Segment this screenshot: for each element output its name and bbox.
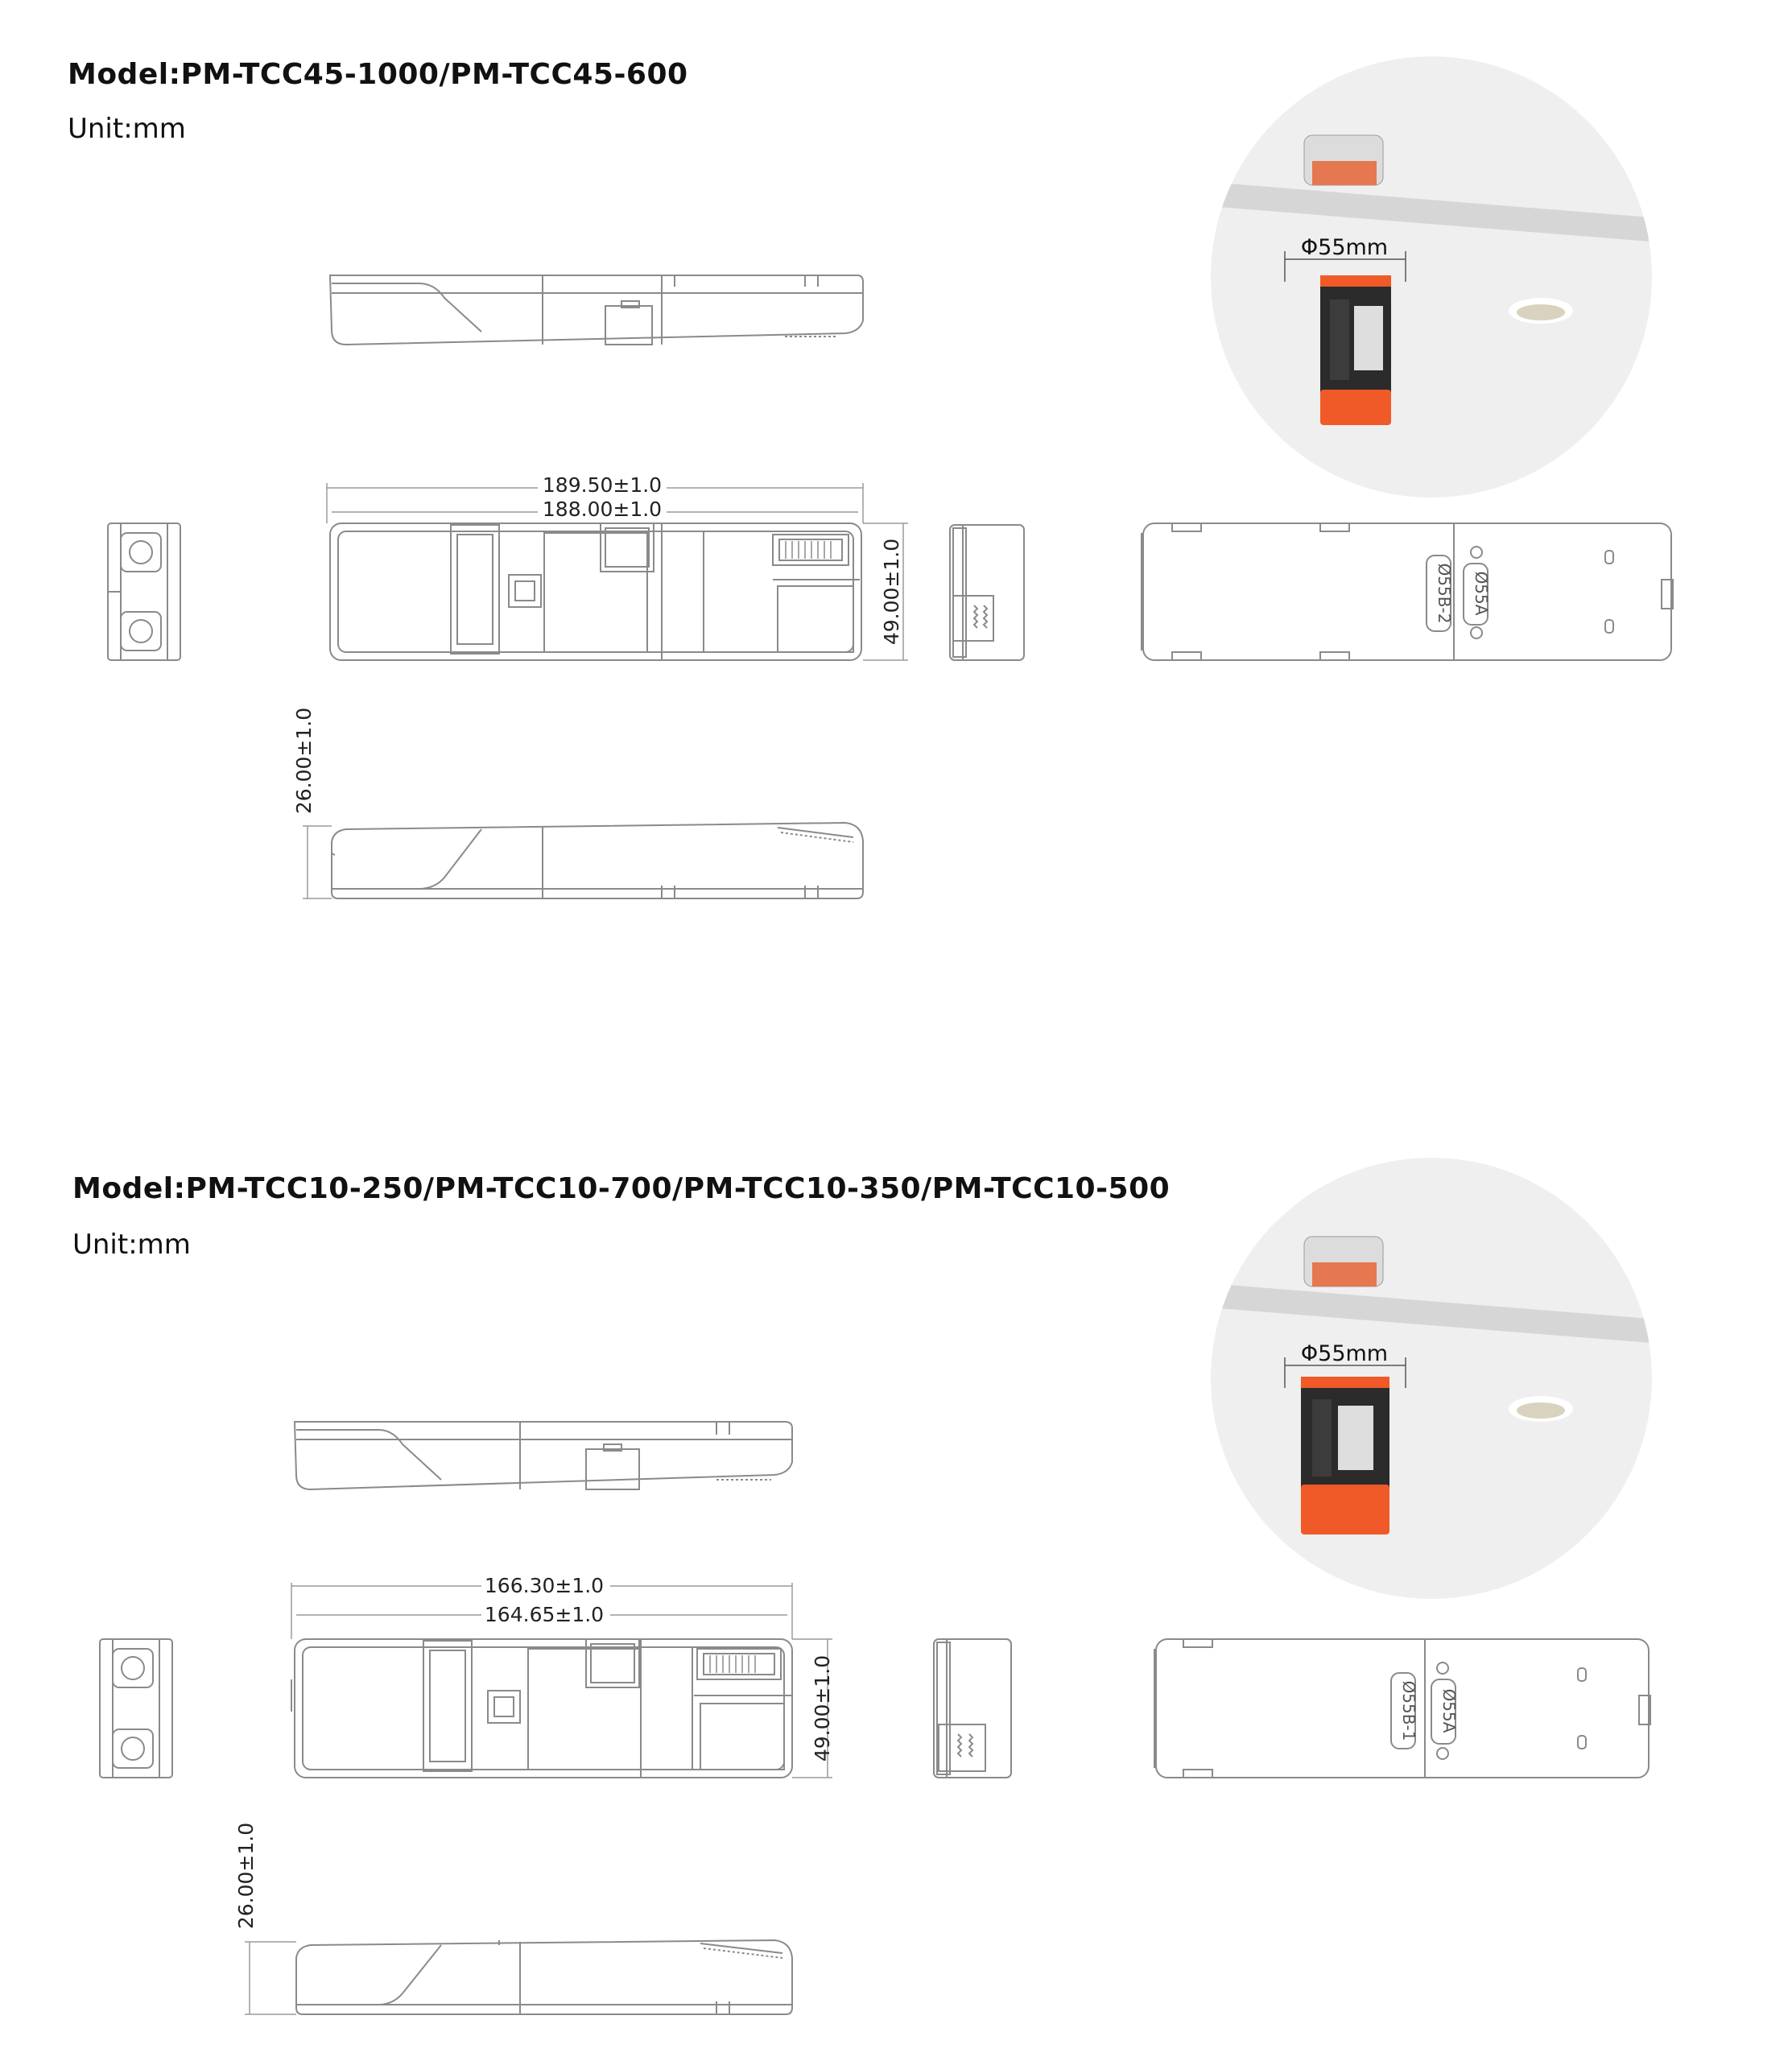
dim-length-inner: 188.00±1.0 bbox=[542, 498, 663, 521]
technical-drawing bbox=[0, 1111, 1792, 2061]
dim-width: 49.00±1.0 bbox=[811, 1654, 834, 1762]
dim-length-inner: 164.65±1.0 bbox=[484, 1603, 605, 1626]
dim-width: 49.00±1.0 bbox=[880, 538, 903, 646]
installation-circle bbox=[1208, 1158, 1652, 1599]
main-top-view bbox=[330, 523, 861, 660]
main-top-view bbox=[291, 1639, 792, 1778]
stamp-label: Ø55A bbox=[1439, 1688, 1459, 1733]
dim-length-outer: 166.30±1.0 bbox=[484, 1574, 605, 1597]
cutout-diameter: Φ55mm bbox=[1300, 235, 1389, 260]
right-end-view bbox=[934, 1639, 1011, 1778]
side-profile-top-view bbox=[295, 1422, 792, 1489]
stamp-label: Ø55B-2 bbox=[1435, 563, 1454, 624]
drawing-section-2 bbox=[0, 1111, 1792, 2061]
dim-length-outer: 189.50±1.0 bbox=[542, 473, 663, 497]
cutout-diameter: Φ55mm bbox=[1300, 1341, 1389, 1366]
unit-label: Unit:mm bbox=[72, 1229, 191, 1261]
bottom-view bbox=[1142, 523, 1673, 660]
dim-height: 26.00±1.0 bbox=[234, 1822, 258, 1930]
dim-height: 26.00±1.0 bbox=[292, 707, 316, 815]
left-end-view bbox=[108, 523, 180, 660]
side-profile-bottom-view bbox=[332, 823, 863, 898]
side-profile-bottom-view bbox=[296, 1940, 792, 2014]
left-end-view bbox=[100, 1639, 172, 1778]
installation-circle bbox=[1208, 56, 1652, 498]
right-end-view bbox=[950, 525, 1024, 660]
model-title: Model:PM-TCC10-250/PM-TCC10-700/PM-TCC10-350/PM-TCC10-500 bbox=[72, 1172, 1171, 1205]
stamp-label: Ø55B-1 bbox=[1399, 1680, 1418, 1741]
unit-label: Unit:mm bbox=[68, 113, 186, 145]
stamp-label: Ø55A bbox=[1472, 571, 1491, 616]
side-profile-top-view bbox=[330, 275, 863, 345]
model-title: Model:PM-TCC45-1000/PM-TCC45-600 bbox=[68, 58, 688, 91]
